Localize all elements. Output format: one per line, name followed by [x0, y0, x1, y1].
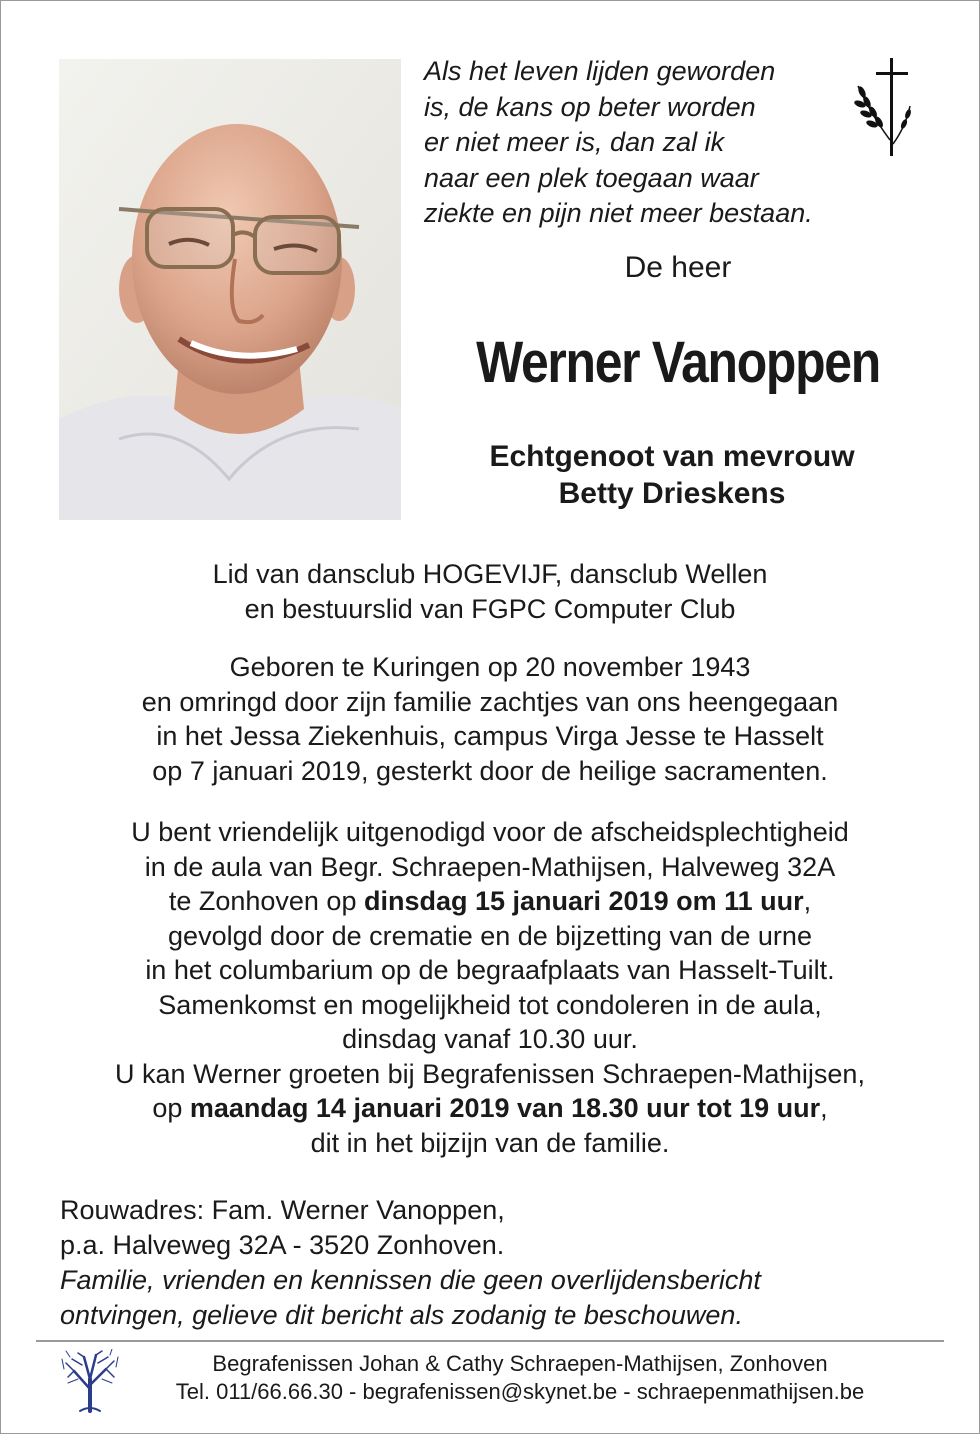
invitation-text-span: ,	[803, 886, 812, 916]
funeral-home-info	[120, 1350, 920, 1406]
invitation-line: dit in het bijzijn van de familie.	[310, 1127, 670, 1158]
membership-text	[30, 557, 950, 626]
membership-line: Lid van dansclub HOGEVIJF, dansclub Wellen	[212, 559, 768, 589]
funeral-home-name: Begrafenissen Johan & Cathy Schraepen-Mathijsen, Zonhoven	[212, 1351, 828, 1376]
birth-death-text	[30, 650, 950, 788]
address-line: p.a. Halveweg 32A - 3520 Zonhoven.	[60, 1230, 505, 1260]
invitation-line: U kan Werner groeten bij Begrafenissen Schraepen-Mathijsen,	[115, 1058, 865, 1089]
invitation-line	[30, 884, 950, 919]
invitation-line: in de aula van Begr. Schraepen-Mathijsen, Halveweg 32A	[144, 851, 836, 882]
invitation-text-span: ,	[820, 1093, 828, 1123]
birth-death-line: en omringd door zijn familie zachtjes van ons heengegaan	[141, 686, 839, 717]
visitation-datetime: maandag 14 januari 2019 van 18.30 uur tot 19 uur	[189, 1093, 821, 1123]
invitation-text-span: te Zonhoven op	[168, 886, 364, 916]
invitation-line: gevolgd door de crematie en de bijzetting van de urne	[168, 920, 812, 951]
birth-death-line: op 7 januari 2019, gesterkt door de heilige sacramenten.	[152, 755, 828, 786]
invitation-line: in het columbarium op de begraafplaats van Hasselt-Tuilt.	[145, 955, 835, 985]
footer-divider	[36, 1340, 944, 1342]
tree-logo-icon	[60, 1349, 120, 1413]
invitation-line: U bent vriendelijk uitgenodigd voor de afscheidsplechtigheid	[131, 817, 849, 847]
invitation-text	[30, 815, 950, 1160]
deceased-name: Werner Vanoppen	[476, 330, 880, 395]
spouse-name: Betty Drieskens	[558, 477, 786, 510]
honorific: De heer	[624, 251, 732, 284]
poem-line: er niet meer is, dan zal ik	[424, 127, 725, 157]
poem-line: naar een plek toegaan waar	[424, 162, 759, 193]
invitation-line: Samenkomst en mogelijkheid tot condoleren in de aula,	[158, 989, 822, 1020]
membership-line: en bestuurslid van FGPC Computer Club	[244, 593, 736, 624]
ceremony-datetime: dinsdag 15 januari 2019 om 11 uur	[363, 886, 804, 916]
family-note-line: Familie, vrienden en kennissen die geen overlijdensbericht	[60, 1265, 761, 1295]
family-note-line: ontvingen, gelieve dit bericht als zodanig te beschouwen.	[60, 1300, 743, 1330]
invitation-text-span: op	[152, 1093, 190, 1123]
poem-line: ziekte en pijn niet meer bestaan.	[424, 198, 813, 228]
birth-death-line: in het Jessa Ziekenhuis, campus Virga Jesse te Hasselt	[156, 721, 824, 751]
spouse-info	[410, 438, 934, 512]
funeral-home-contact: Tel. 011/66.66.30 - begrafenissen@skynet.be - schraepenmathijsen.be	[175, 1379, 865, 1404]
invitation-line	[30, 1091, 950, 1126]
address-line: Rouwadres: Fam. Werner Vanoppen,	[60, 1195, 505, 1225]
mourning-address	[60, 1193, 940, 1333]
poem-line: is, de kans op beter worden	[424, 91, 756, 122]
poem	[424, 54, 854, 232]
spouse-line: Echtgenoot van mevrouw	[489, 440, 855, 473]
invitation-line: dinsdag vanaf 10.30 uur.	[342, 1024, 638, 1054]
portrait-photo	[59, 59, 401, 520]
poem-line: Als het leven lijden geworden	[424, 56, 776, 86]
birth-death-line: Geboren te Kuringen op 20 november 1943	[229, 652, 751, 682]
cross-with-wheat-icon	[852, 56, 922, 160]
